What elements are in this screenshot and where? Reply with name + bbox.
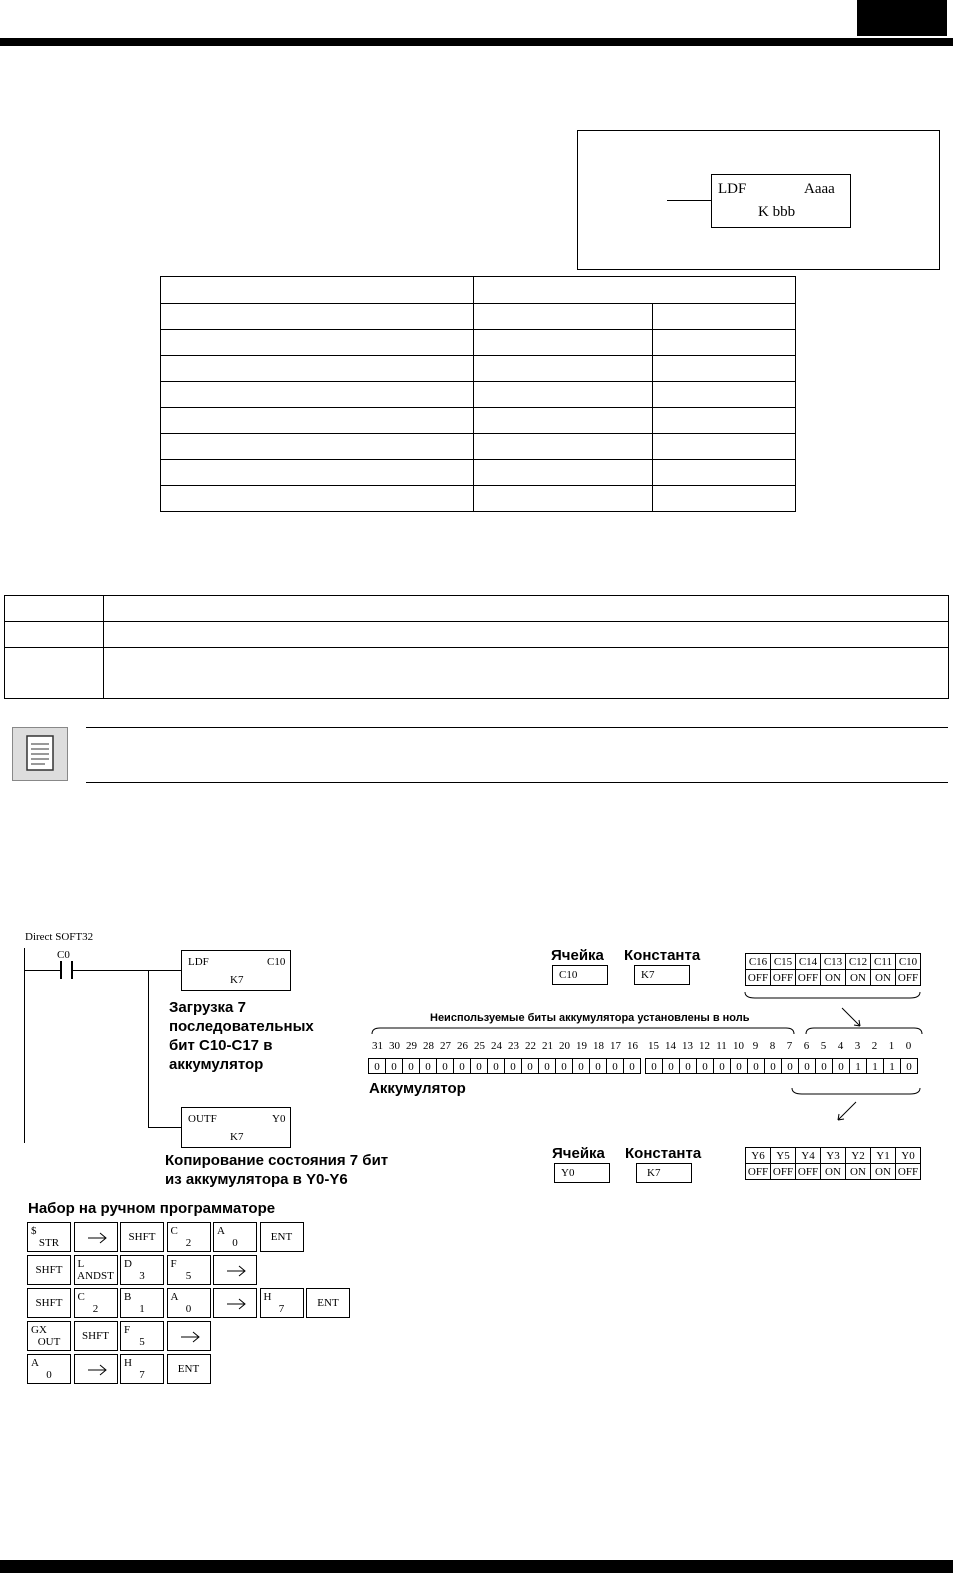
contact-label: C0 [57, 949, 70, 961]
bit-number: 19 [576, 1040, 587, 1052]
map-name-cell: Y6 [745, 1147, 771, 1164]
table-cell [653, 304, 796, 330]
bit-number: 20 [559, 1040, 570, 1052]
accumulator-bit-cell: 0 [487, 1058, 505, 1074]
error-table [4, 595, 949, 699]
bit-number: 25 [474, 1040, 485, 1052]
bottom-const-label: Константа [625, 1145, 702, 1162]
ldf-caption-line: последовательных [169, 1018, 314, 1035]
arrow-key [213, 1288, 257, 1318]
arrow-key [167, 1321, 211, 1351]
table-cell [161, 356, 474, 382]
map-name-cell: Y5 [770, 1147, 796, 1164]
map-state-cell: OFF [895, 1163, 921, 1180]
keypad-key [27, 1222, 71, 1252]
key-bottom-label: 5 [139, 1336, 145, 1348]
ldf-box-instruction: LDF [188, 956, 209, 968]
table-cell [474, 460, 653, 486]
table-cell [474, 486, 653, 512]
table-cell [653, 330, 796, 356]
table-cell [474, 408, 653, 434]
top-cell-label: Ячейка [551, 947, 604, 964]
table-cell [474, 277, 796, 304]
accumulator-label: Аккумулятор [369, 1080, 466, 1097]
keypad-key [213, 1222, 257, 1252]
key-bottom-label: OUT [37, 1336, 61, 1348]
arrow-key [74, 1354, 118, 1384]
bottom-cell-value-box: Y0 [554, 1163, 610, 1183]
right-arrow-icon [86, 1362, 108, 1378]
key-top-label: H [263, 1291, 272, 1303]
accumulator-bit-cell: 1 [883, 1058, 901, 1074]
keypad-key [74, 1255, 118, 1285]
bit-number: 14 [665, 1040, 676, 1052]
key-bottom-label: 0 [185, 1303, 192, 1315]
map-state-cell: ON [845, 1163, 871, 1180]
outf-caption [165, 1151, 388, 1189]
table-cell [474, 382, 653, 408]
left-power-rail [24, 948, 25, 1143]
key-top-label: C [77, 1291, 85, 1303]
ladder-operand-k: K bbb [758, 204, 796, 220]
key-top-label: D [124, 1258, 132, 1270]
unused-bits-label: Неиспользуемые биты аккумулятора установлены в ноль [430, 1012, 750, 1024]
accumulator-bit-cell: 0 [419, 1058, 437, 1074]
keypad-key [260, 1288, 304, 1318]
table-cell [653, 486, 796, 512]
table-cell [161, 486, 474, 512]
map-state-cell: OFF [795, 969, 821, 986]
map-state-cell: ON [820, 1163, 846, 1180]
ldf-box-operand: C10 [267, 956, 286, 968]
ladder-operand-a: Aaaa [804, 181, 835, 197]
key-top-label: L [77, 1258, 85, 1270]
key-label: SHFT [35, 1297, 63, 1309]
accumulator-bit-cell: 0 [679, 1058, 697, 1074]
bit-number: 13 [682, 1040, 693, 1052]
table-cell [104, 596, 949, 622]
bit-number: 3 [854, 1040, 861, 1052]
table-cell [653, 460, 796, 486]
key-top-label: H [124, 1357, 132, 1369]
bottom-const-value-box: K7 [636, 1163, 692, 1183]
bit-number: 31 [372, 1040, 383, 1052]
table-cell [653, 434, 796, 460]
accumulator-bit-cell: 0 [645, 1058, 663, 1074]
right-arrow-icon [179, 1329, 201, 1345]
software-label: Direct SOFT32 [25, 931, 94, 943]
bottom-cell-label: Ячейка [552, 1145, 605, 1162]
table-cell [161, 330, 474, 356]
map-name-cell: C14 [795, 953, 821, 970]
accumulator-bit-cell: 0 [764, 1058, 782, 1074]
bit-number: 27 [440, 1040, 451, 1052]
bit-number: 16 [627, 1040, 638, 1052]
keypad-key [306, 1288, 350, 1318]
map-name-cell: C10 [895, 953, 921, 970]
bit-number: 15 [648, 1040, 659, 1052]
accumulator-braces [368, 1020, 930, 1040]
footer-rule [0, 1560, 953, 1573]
table-cell [653, 382, 796, 408]
accumulator-bit-cell: 0 [713, 1058, 731, 1074]
ldf-caption-line: бит С10-С17 в [169, 1037, 273, 1054]
right-arrow-icon [225, 1296, 247, 1312]
table-cell [653, 408, 796, 434]
bottom-bit-map [746, 1147, 921, 1180]
keypad-key [120, 1321, 164, 1351]
accumulator-bit-cell: 1 [849, 1058, 867, 1074]
bit-number: 10 [733, 1040, 744, 1052]
map-state-cell: ON [820, 969, 846, 986]
map-name-cell: Y4 [795, 1147, 821, 1164]
bit-number: 30 [389, 1040, 400, 1052]
table-cell [474, 330, 653, 356]
bit-number: 29 [406, 1040, 417, 1052]
key-bottom-label: ANDST [77, 1270, 114, 1282]
keypad-sequence [27, 1222, 367, 1387]
bit-number: 26 [457, 1040, 468, 1052]
table-cell [104, 622, 949, 648]
rung-line [148, 1127, 181, 1128]
accumulator-bit-cell: 0 [436, 1058, 454, 1074]
table-cell [474, 304, 653, 330]
note-top-rule [86, 727, 948, 728]
accumulator-bit-cell: 0 [662, 1058, 680, 1074]
map-state-cell: OFF [795, 1163, 821, 1180]
key-bottom-label: 1 [139, 1303, 145, 1315]
bit-number: 4 [837, 1040, 844, 1052]
table-cell [161, 460, 474, 486]
contact-left-plate [60, 961, 62, 979]
key-label: SHFT [35, 1264, 63, 1276]
keypad-key [74, 1288, 118, 1318]
table-cell [653, 356, 796, 382]
table-cell [474, 356, 653, 382]
branch-line [148, 970, 149, 1128]
map-state-cell: ON [845, 969, 871, 986]
map-name-cell: Y2 [845, 1147, 871, 1164]
accumulator-bit-cell: 0 [730, 1058, 748, 1074]
accumulator-bit-cell: 0 [589, 1058, 607, 1074]
page-number-box [857, 0, 947, 36]
keypad-key [120, 1288, 164, 1318]
key-bottom-label: 0 [46, 1369, 52, 1381]
key-label: ENT [317, 1297, 339, 1309]
ladder-box-ldf [711, 174, 851, 228]
outf-caption-line: Копирование состояния 7 бит [165, 1152, 389, 1169]
ldf-caption-line: Загрузка 7 [169, 999, 246, 1016]
accumulator-bit-cell: 0 [900, 1058, 918, 1074]
key-label: SHFT [128, 1231, 156, 1243]
bit-number: 7 [786, 1040, 793, 1052]
map-name-cell: C16 [745, 953, 771, 970]
table-cell [474, 434, 653, 460]
map-state-cell: OFF [745, 969, 771, 986]
accumulator-bit-cell: 0 [623, 1058, 641, 1074]
ladder-rung-line [667, 200, 711, 201]
map-name-cell: Y0 [895, 1147, 921, 1164]
bit-number: 6 [803, 1040, 810, 1052]
outf-box-constant: K7 [230, 1131, 244, 1143]
accumulator-bit-cell: 0 [832, 1058, 850, 1074]
bit-number: 8 [769, 1040, 776, 1052]
top-bit-map [746, 953, 921, 986]
keypad-key [167, 1288, 211, 1318]
ladder-instruction: LDF [718, 181, 747, 197]
table-cell [104, 648, 949, 699]
outf-box-instruction: OUTF [188, 1113, 217, 1125]
key-bottom-label: 2 [185, 1237, 192, 1249]
bit-number: 1 [888, 1040, 895, 1052]
ldf-caption [169, 998, 314, 1074]
accumulator-bit-cell: 0 [696, 1058, 714, 1074]
key-top-label: A [217, 1225, 225, 1237]
keypad-key [74, 1321, 118, 1351]
table-cell [161, 434, 474, 460]
accumulator-bit-cell: 0 [385, 1058, 403, 1074]
accumulator-bit-cell: 0 [470, 1058, 488, 1074]
key-label: ENT [177, 1363, 200, 1375]
accumulator-bit-cell: 0 [572, 1058, 590, 1074]
bit-number: 28 [423, 1040, 434, 1052]
accumulator-bit-cell: 0 [555, 1058, 573, 1074]
ldf-caption-line: аккумулятор [169, 1056, 264, 1073]
key-top-label: A [170, 1291, 179, 1303]
bit-number-row [369, 1040, 917, 1052]
top-cell-value-box: C10 [552, 965, 608, 985]
bottom-map-brace [740, 1082, 930, 1122]
ldf-box-constant: K7 [230, 974, 244, 986]
key-bottom-label: 0 [232, 1237, 238, 1249]
key-top-label: F [124, 1324, 131, 1336]
map-state-cell: OFF [770, 969, 796, 986]
map-state-cell: OFF [745, 1163, 771, 1180]
map-name-cell: C11 [870, 953, 896, 970]
accumulator-bit-cell: 0 [606, 1058, 624, 1074]
key-top-label: C [170, 1225, 178, 1237]
keypad-key [167, 1255, 211, 1285]
map-name-cell: Y1 [870, 1147, 896, 1164]
right-arrow-icon [86, 1230, 108, 1246]
accumulator-bit-cell: 0 [798, 1058, 816, 1074]
accumulator-bit-cell: 0 [538, 1058, 556, 1074]
accumulator-bit-cell: 0 [521, 1058, 539, 1074]
key-bottom-label: STR [38, 1237, 60, 1249]
bit-number: 23 [508, 1040, 519, 1052]
key-top-label: $ [31, 1225, 37, 1237]
arrow-key [213, 1255, 257, 1285]
accumulator-bits [369, 1058, 918, 1074]
bit-number: 18 [593, 1040, 604, 1052]
rung-line [73, 970, 181, 971]
bit-number: 12 [699, 1040, 710, 1052]
rung-line [24, 970, 60, 971]
outf-caption-line: из аккумулятора в Y0-Y6 [165, 1171, 348, 1188]
key-bottom-label: 7 [278, 1303, 285, 1315]
accumulator-bit-cell: 0 [453, 1058, 471, 1074]
key-top-label: A [31, 1357, 39, 1369]
arrow-key [74, 1222, 118, 1252]
keypad-key [27, 1354, 71, 1384]
bit-number: 5 [820, 1040, 827, 1052]
key-top-label: F [170, 1258, 177, 1270]
key-bottom-label: 2 [92, 1303, 99, 1315]
table-cell [161, 382, 474, 408]
map-state-cell: ON [870, 1163, 896, 1180]
table-cell [5, 622, 104, 648]
map-name-cell: C12 [845, 953, 871, 970]
bit-number: 24 [491, 1040, 502, 1052]
accumulator-bit-cell: 0 [368, 1058, 386, 1074]
accumulator-bit-cell: 0 [402, 1058, 420, 1074]
keypad-key [120, 1354, 164, 1384]
key-bottom-label: 7 [139, 1369, 145, 1381]
right-arrow-icon [225, 1263, 247, 1279]
key-label: SHFT [82, 1330, 109, 1342]
bit-number: 11 [716, 1040, 727, 1052]
operand-table [160, 276, 796, 512]
bit-number: 2 [871, 1040, 878, 1052]
table-cell [161, 277, 474, 304]
accumulator-bit-cell: 0 [781, 1058, 799, 1074]
map-state-cell: OFF [770, 1163, 796, 1180]
map-state-cell: OFF [895, 969, 921, 986]
map-name-cell: Y3 [820, 1147, 846, 1164]
bit-number: 22 [525, 1040, 536, 1052]
key-top-label: GX [31, 1324, 47, 1336]
keypad-key [120, 1222, 164, 1252]
keypad-key [167, 1222, 211, 1252]
table-cell [161, 304, 474, 330]
key-bottom-label: 5 [185, 1270, 192, 1282]
table-cell [5, 648, 104, 699]
accumulator-bit-cell: 0 [815, 1058, 833, 1074]
table-cell [161, 408, 474, 434]
keypad-key [167, 1354, 211, 1384]
keypad-key [27, 1255, 71, 1285]
map-name-cell: C15 [770, 953, 796, 970]
bit-number: 9 [752, 1040, 759, 1052]
outf-box-operand: Y0 [272, 1113, 286, 1125]
key-label: ENT [270, 1231, 293, 1243]
bit-number: 17 [610, 1040, 621, 1052]
bit-number: 0 [905, 1040, 912, 1052]
accumulator-bit-cell: 0 [747, 1058, 765, 1074]
keypad-title: Набор на ручном программаторе [28, 1200, 276, 1217]
key-bottom-label: 3 [139, 1270, 145, 1282]
key-top-label: B [124, 1291, 132, 1303]
map-name-cell: C13 [820, 953, 846, 970]
header-rule [0, 38, 953, 46]
bit-number: 21 [542, 1040, 553, 1052]
note-icon [12, 727, 68, 781]
map-state-cell: ON [870, 969, 896, 986]
top-const-value-box: K7 [634, 965, 690, 985]
top-const-label: Константа [624, 947, 701, 964]
keypad-key [27, 1288, 71, 1318]
keypad-key [27, 1321, 71, 1351]
ldf-instruction-box [181, 950, 291, 991]
keypad-key [260, 1222, 304, 1252]
accumulator-bit-cell: 1 [866, 1058, 884, 1074]
table-cell [5, 596, 104, 622]
keypad-key [120, 1255, 164, 1285]
accumulator-bit-cell: 0 [504, 1058, 522, 1074]
outf-instruction-box [181, 1107, 291, 1148]
note-bottom-rule [86, 782, 948, 783]
